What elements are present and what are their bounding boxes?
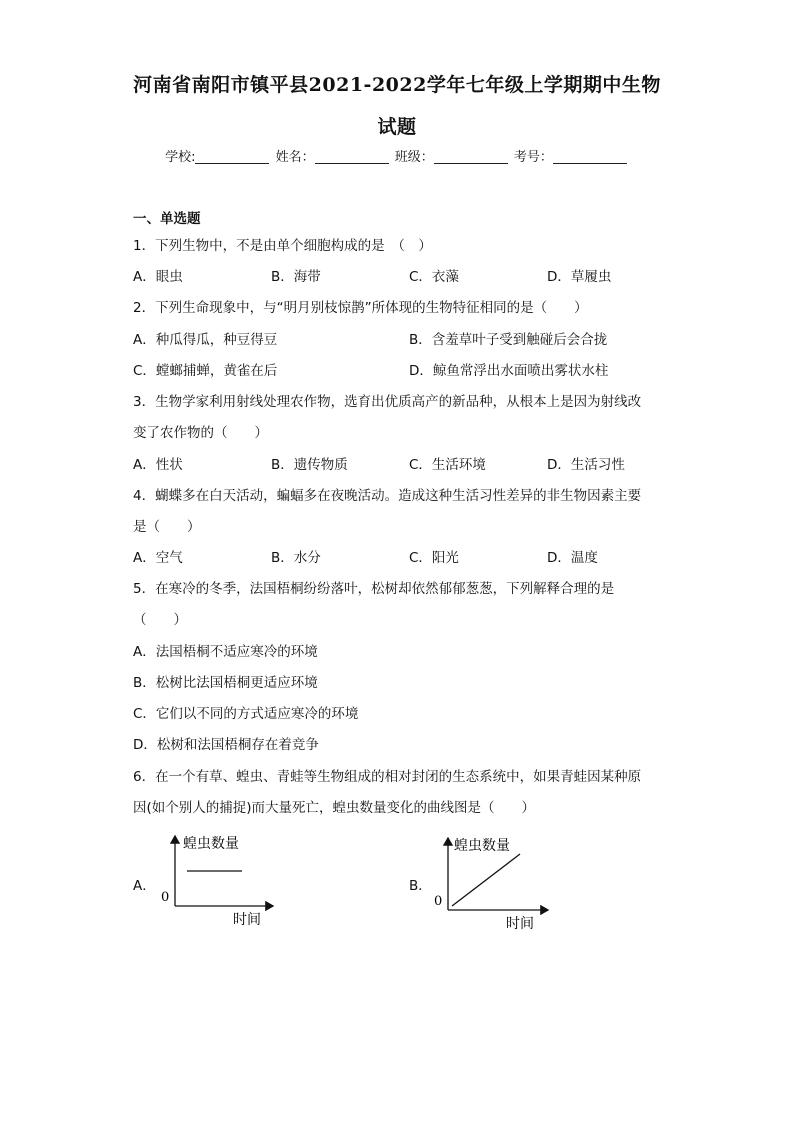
class-label: 班级： [394, 150, 434, 165]
exam-title-line2: 试题 [377, 116, 417, 138]
graph-a-xlabel: 时间 [233, 912, 261, 928]
q5-option-b[interactable]: B．松树比法国梧桐更适应环境 [133, 675, 318, 691]
graph-b-curve-rising [452, 854, 520, 906]
q2-option-c[interactable]: C．螳螂捕蝉，黄雀在后 [133, 363, 278, 379]
q2-stem: 2．下列生命现象中，与“明月别枝惊鹊”所体现的生物特征相同的是（ ） [133, 300, 588, 316]
q2-option-b[interactable]: B．含羞草叶子受到触碰后会合拢 [409, 332, 608, 348]
q4-stem-line2: 是（ ） [133, 519, 201, 535]
graph-b-xlabel: 时间 [506, 916, 534, 932]
q1-option-b[interactable]: B．海带 [271, 269, 321, 285]
q4-option-c[interactable]: C．阳光 [409, 550, 459, 566]
q5-option-a[interactable]: A．法国梧桐不适应寒冷的环境 [133, 644, 318, 660]
q3-option-c[interactable]: C．生活环境 [409, 457, 486, 473]
q3-option-d[interactable]: D．生活习性 [547, 457, 625, 473]
graph-b-ylabel: 蝗虫数量 [454, 838, 510, 854]
q6-stem-line2: 因(如个别人的捕捉)而大量死亡，蝗虫数量变化的曲线图是（ ） [133, 800, 536, 816]
q4-stem-line1: 4．蝴蝶多在白天活动，蝙蝠多在夜晚活动。造成这种生活习性差异的非生物因素主要 [133, 488, 642, 504]
graph-a-ylabel: 蝗虫数量 [183, 836, 239, 852]
q3-option-a[interactable]: A．性状 [133, 457, 183, 473]
q6-graph-a[interactable] [155, 828, 280, 933]
q1-option-a[interactable]: A．眼虫 [133, 269, 183, 285]
graph-a-origin: 0 [161, 890, 170, 905]
q3-stem-line1: 3．生物学家利用射线处理农作物，选育出优质高产的新品种，从根本上是因为射线改 [133, 394, 642, 410]
q4-option-b[interactable]: B．水分 [271, 550, 321, 566]
q5-stem-line1: 5．在寒冷的冬季，法国梧桐纷纷落叶，松树却依然郁郁葱葱，下列解释合理的是 [133, 581, 615, 597]
q6-option-a-label[interactable]: A． [133, 878, 156, 894]
id-blank[interactable] [553, 149, 627, 164]
section-heading: 一、单选题 [133, 211, 201, 227]
q5-option-d[interactable]: D．松树和法国梧桐存在着竞争 [133, 737, 319, 753]
id-label: 考号： [513, 150, 553, 165]
graph-b-origin: 0 [434, 894, 443, 909]
q6-graph-b[interactable] [430, 832, 555, 937]
q2-option-a[interactable]: A．种瓜得瓜，种豆得豆 [133, 332, 278, 348]
q6-stem-line1: 6．在一个有草、蝗虫、青蛙等生物组成的相对封闭的生态系统中，如果青蛙因某种原 [133, 769, 642, 785]
class-blank[interactable] [434, 149, 508, 164]
q6-option-b-label[interactable]: B． [409, 878, 432, 894]
q5-option-c[interactable]: C．它们以不同的方式适应寒冷的环境 [133, 706, 359, 722]
q5-stem-line2: （ ） [133, 612, 187, 628]
school-label: 学校: [165, 150, 196, 165]
q4-option-d[interactable]: D．温度 [547, 550, 598, 566]
school-blank[interactable] [195, 149, 269, 164]
q1-option-c[interactable]: C．衣藻 [409, 269, 459, 285]
student-info-row [0, 146, 794, 165]
q1-stem: 1．下列生物中，不是由单个细胞构成的是 （ ） [133, 238, 432, 254]
q3-stem-line2: 变了农作物的（ ） [133, 425, 268, 441]
exam-title-line1: 河南省南阳市镇平县2021-2022学年七年级上学期期中生物 [133, 74, 661, 96]
q1-option-d[interactable]: D．草履虫 [547, 269, 612, 285]
name-blank[interactable] [315, 149, 389, 164]
q4-option-a[interactable]: A．空气 [133, 550, 183, 566]
q3-option-b[interactable]: B．遗传物质 [271, 457, 348, 473]
q2-option-d[interactable]: D．鲸鱼常浮出水面喷出雾状水柱 [409, 363, 609, 379]
name-label: 姓名： [275, 150, 315, 165]
